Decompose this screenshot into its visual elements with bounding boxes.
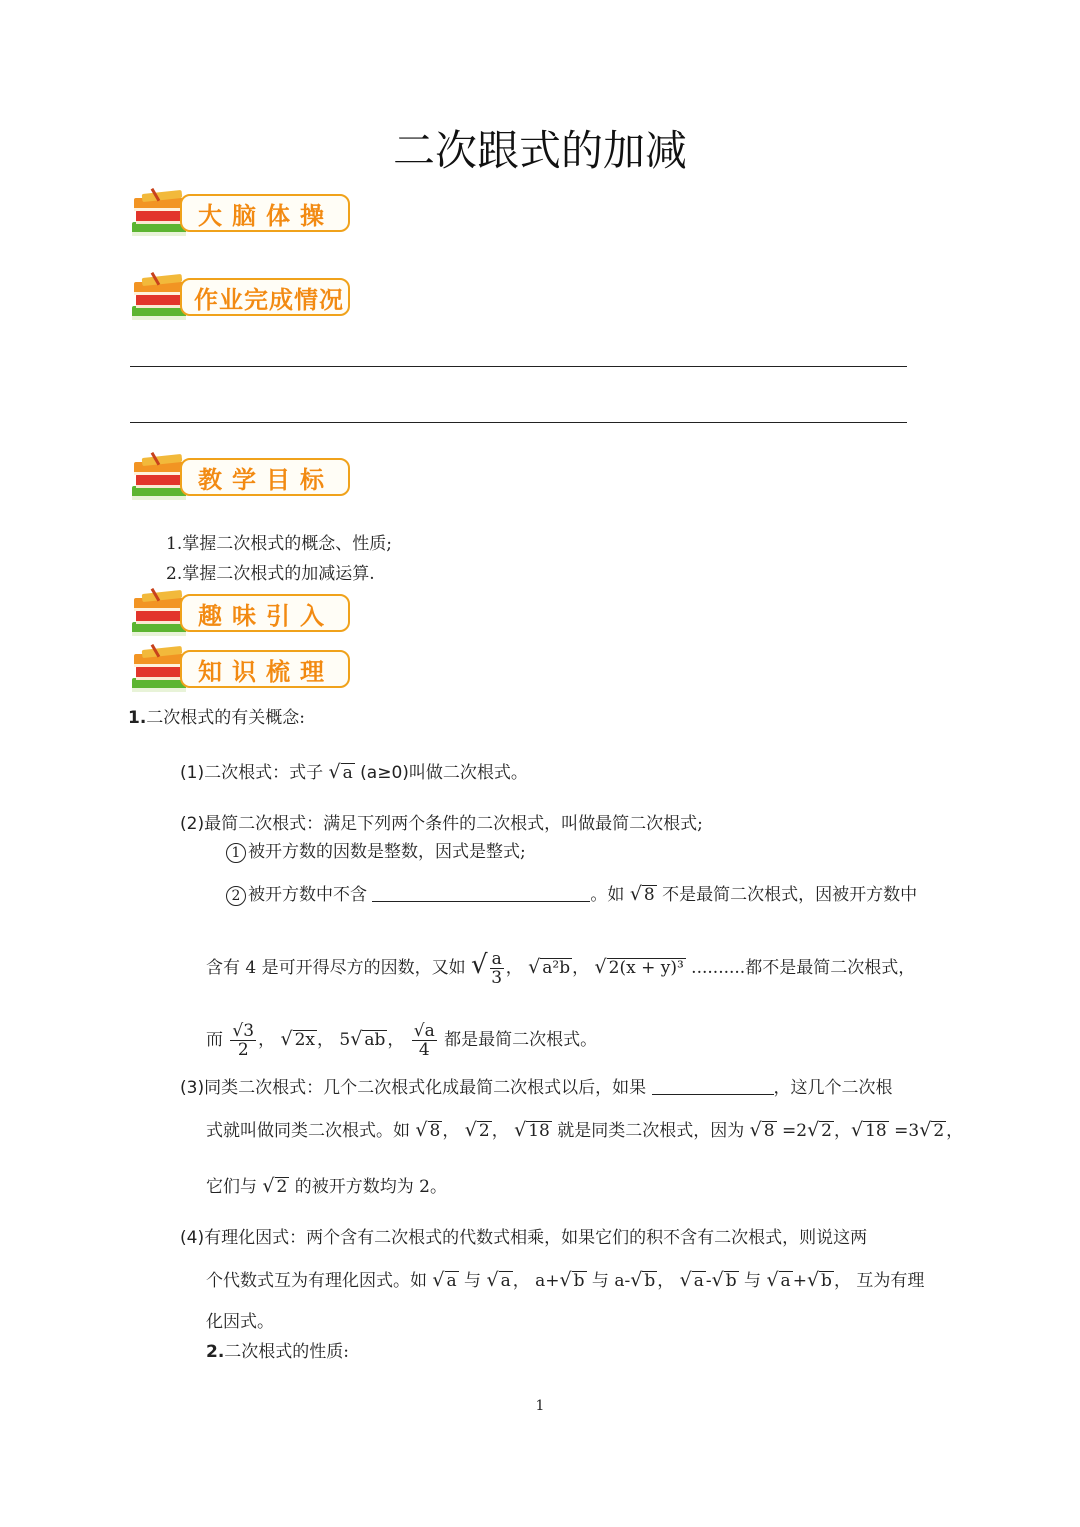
banner-pill: 知识梳理 <box>180 650 350 688</box>
circled-number: 1 <box>226 843 246 863</box>
example-line: 含有 4 是可开得尽方的因数，又如 √ $\frac{a}{3}$ ， √ a²b ， √ 2(x + y)³ ..........都不是最简二次根式， <box>206 949 916 988</box>
example-line: 式就叫做同类二次根式。如 √ 8 ， √ 2 ， √ 18 就是同类二次根式，因为 √ 8 =2√ 2 ，√ 18 =3√ 2 ， <box>206 1119 964 1141</box>
objective-item: 2.掌握二次根式的加减运算. <box>166 564 375 584</box>
example-line: 化因式。 <box>206 1312 274 1332</box>
condition-1: 1 被开方数的因数是整数，因式是整式; <box>226 840 526 864</box>
banner-knowledge-review <box>128 644 352 698</box>
circled-number: 2 <box>226 886 246 906</box>
page-number: 1 <box>535 1398 545 1414</box>
condition-2: 2 被开方数中不含 。如 √ 8 不是最简二次根式，因被开方数中 <box>226 882 917 907</box>
answer-line <box>130 366 907 367</box>
banner-pill: 作业完成情况 <box>180 278 350 316</box>
answer-line <box>130 422 907 423</box>
banner-teaching-goals <box>128 452 352 506</box>
page-title: 二次跟式的加减 <box>392 126 687 175</box>
paragraph-simplest: (2)最简二次根式：满足下列两个条件的二次根式，叫做最简二次根式; <box>180 814 703 834</box>
banner-homework-status <box>128 272 352 326</box>
paragraph-definition: (1)二次根式：式子 √ a (a≥0)叫做二次根式。 <box>180 761 528 783</box>
objective-item: 1.掌握二次根式的概念、性质; <box>166 534 392 554</box>
example-line: 个代数式互为有理化因式。如 √ a 与 √ a ， a+√ b 与 a-√ b ， √ a -√ b 与 √ a +√ b ， 互为有理 <box>206 1269 925 1291</box>
banner-brain-exercise <box>128 188 352 242</box>
banner-pill: 趣味引入 <box>180 594 350 632</box>
banner-pill: 教学目标 <box>180 458 350 496</box>
banner-pill: 大脑体操 <box>180 194 350 232</box>
paragraph-similar: (3)同类二次根式：几个二次根式化成最简二次根式以后，如果 ，这几个二次根 <box>180 1078 893 1098</box>
section-heading: 1.二次根式的有关概念: <box>128 708 306 728</box>
example-line: 它们与 √ 2 的被开方数均为 2。 <box>206 1175 447 1197</box>
section-heading: 2.二次根式的性质: <box>206 1342 350 1362</box>
fill-blank <box>372 883 590 902</box>
fill-blank <box>652 1076 774 1095</box>
paragraph-rationalizing: (4)有理化因式：两个含有二次根式的代数式相乘，如果它们的积不含有二次根式，则说这两 <box>180 1228 868 1248</box>
banner-fun-intro <box>128 588 352 642</box>
example-line: 而 $\frac{√3}{2}$ ， √ 2x ， 5√ ab ， $\frac{√a}{4}$ 都是最简二次根式。 <box>206 1021 598 1060</box>
